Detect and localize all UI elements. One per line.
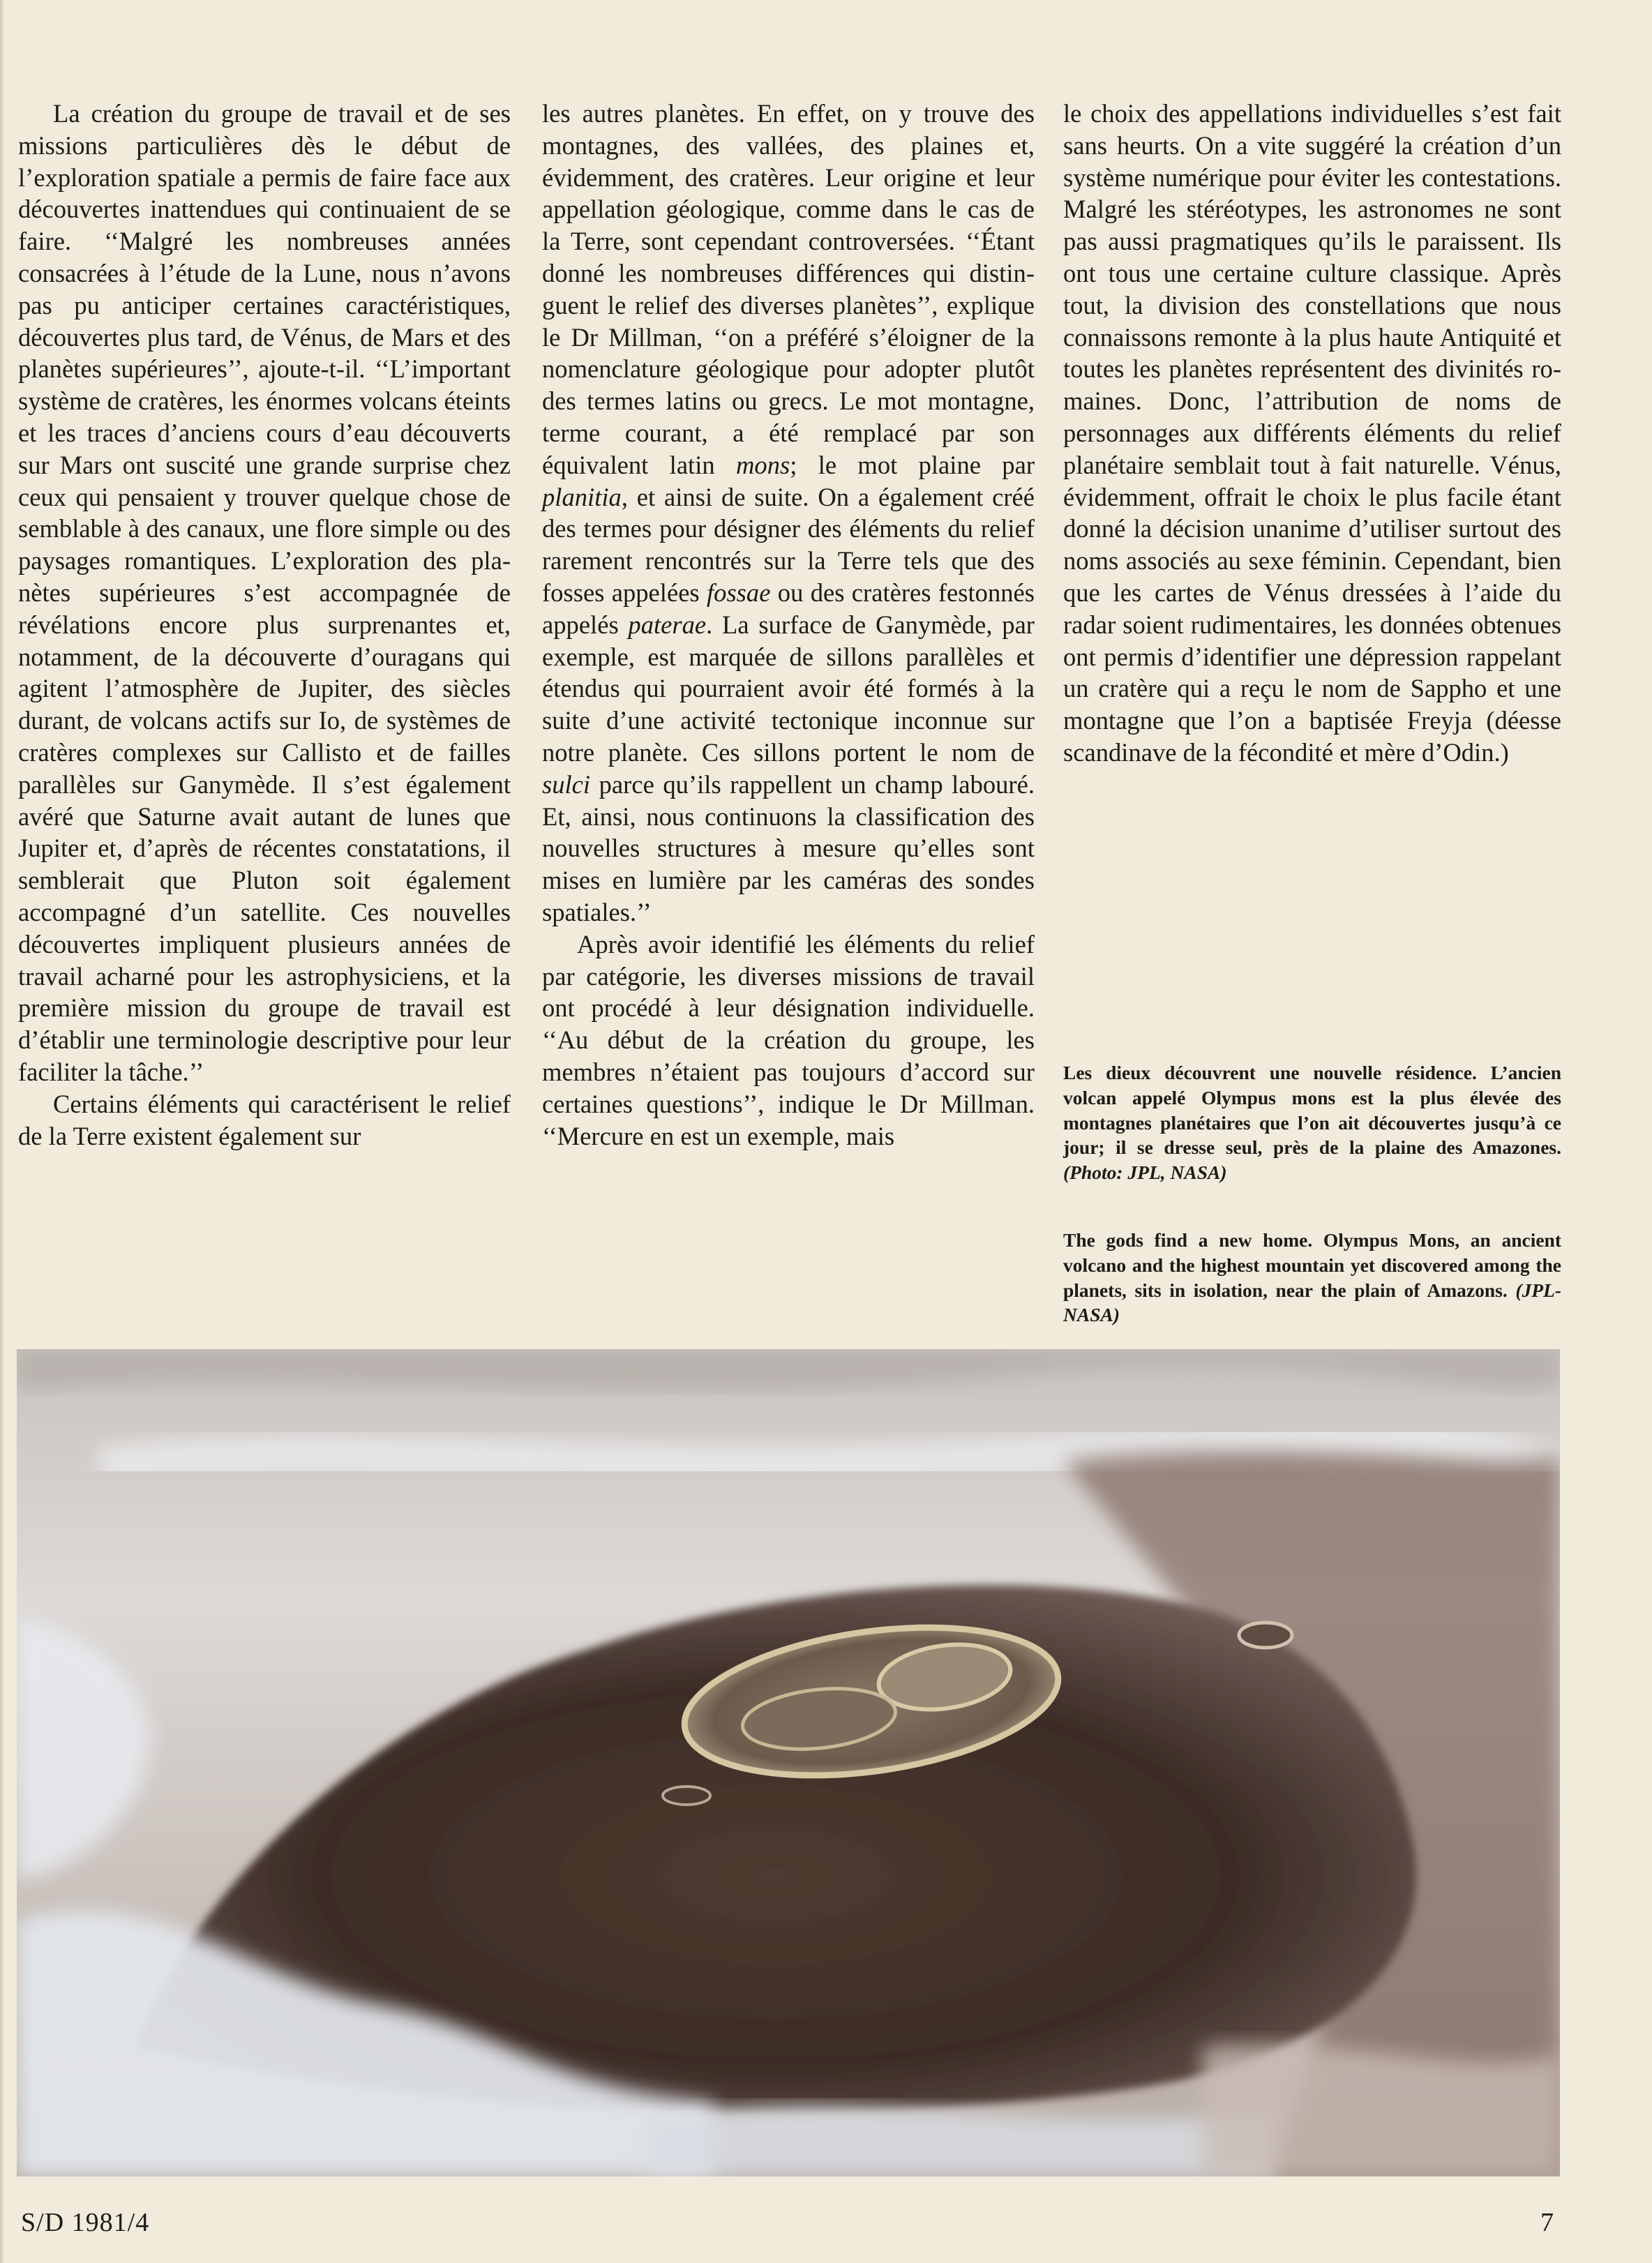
text-run: ; le mot plaine par (790, 450, 1035, 479)
page-number: 7 (1540, 2208, 1554, 2237)
paragraph: le choix des appellations individuelles s’est fait sans heurts. On a vite suggéré la création d’un système numérique pour éviter les contestations. Malgré les stéréotypes, les astronomes ne sont pas aussi pragmatiques qu’ils le paraissent. Ils ont tous une certaine culture classique. Après tout, la division des constellations que nous connaissons remonte à la plus haute Antiquité et toutes les planètes représentent des divinités romaines. Donc, l’attribution de noms de personnages aux différents éléments du relief planétaire semblait tout à fait naturelle. Vénus, évidemment, offrait le choix le plus facile étant donné la décision unanime d’utiliser surtout des noms associés au sexe féminin. Cependant, bien que les cartes de Vénus dressées à l’aide du radar soient rudimentaires, les données obtenues ont permis d’identifier une dépression rappelant un cratère qui a reçu le nom de Sappho et une montagne que l’on a baptisée Freyja (déesse scandinave de la fécondité et mère d’Odin.) (1063, 99, 1561, 767)
paragraph (542, 98, 1035, 928)
text-run: . La surface de Ganymède, par exemple, est marquée de sillons parallèles et étendus qui pourraient avoir été formés à la suite d’une activité tectonique inconnue sur notre planète. Ces sillons portent le nom de (542, 610, 1035, 767)
text-run: parce qu’ils rappellent un champ labouré. Et, ainsi, nous continuons la classification des nouvelles structures à mesure qu’elles sont mises en lumière par les caméras des sondes spatiales.’’ (542, 769, 1035, 926)
latin-term-planitia: planitia (542, 482, 622, 511)
caption-text: The gods find a new home. Olympus Mons, an ancient volcano and the highest mountain yet discovered among the planets, sits in isolation, near the plain of Amazons. (1063, 1229, 1561, 1301)
folio: S/D 1981/4 (21, 2208, 150, 2237)
latin-term-paterae: paterae (628, 610, 707, 639)
latin-term-fossae: fossae (707, 578, 771, 607)
text-column-2 (542, 98, 1035, 1152)
page-gutter-edge (0, 0, 4, 2263)
photo-caption-french (1063, 1060, 1561, 1185)
paragraph: Après avoir identifié les éléments du relief par catégorie, les diverses missions de travail ont procédé à leur désignation individuelle. ‘‘Au début de la création du groupe, les membres n’étaient pas toujours d’accord sur certaines questions’’, indique le Dr Millman. ‘‘Mercure en est un exemple, mais (542, 929, 1035, 1150)
text-run: les autres planètes. En effet, on y trouve des montagnes, des vallées, des plaines et, évidemment, des cratères. Leur origine et leur appellation géologique, comme dans le cas de la Terre, sont cependant controversées. ‘‘Étant donné les nombreuses différences qui distinguent le relief des diverses planètes’’, explique le Dr Millman, ‘‘on a préféré s’éloigner de la nomenclature géologique pour adopter plutôt des termes latins ou grecs. Le mot montagne, terme courant, a été remplacé par son équivalent latin (542, 99, 1035, 479)
text-column-1 (18, 98, 511, 1152)
text-column-3 (1063, 98, 1561, 769)
text-run: , et ainsi de suite. On a également créé des termes pour désigner des éléments du relief rarement rencontrés sur la Terre tels que des fosses appelées (542, 482, 1035, 607)
caption-text: Les dieux découvrent une nouvelle résidence. L’ancien volcan appelé Olympus mons est la plus élevée des montagnes planétaires que l’on ait découvertes jusqu’à ce jour; il se dresse seul, près de la plaine des Amazones. (1063, 1062, 1561, 1159)
latin-term-sulci: sulci (542, 769, 591, 799)
photo-caption-english (1063, 1228, 1561, 1328)
latin-term-mons: mons (735, 450, 790, 479)
olympus-mons-photo (17, 1349, 1560, 2176)
photo-credit: (Photo: JPL, NASA) (1063, 1161, 1227, 1184)
photo-credit: (JPL-NASA) (1063, 1279, 1561, 1326)
paragraph: Certains éléments qui caractérisent le relief de la Terre existent également sur (18, 1089, 511, 1150)
text-run: ou des cratères festonnés appelés (542, 578, 1035, 639)
paragraph: La création du groupe de travail et de ses missions particulières dès le début de l’exploration spatiale a permis de faire face aux découvertes inattendues qui continuaient de se faire. ‘‘Malgré les nombreuses années consacrées à l’étude de la Lune, nous n’avons pas pu anticiper certaines caractéristiques, découvertes plus tard, de Vénus, de Mars et des planètes supérieures’’, ajoute-t-il. ‘‘L’important système de cratères, les énormes volcans éteints et les traces d’anciens cours d’eau découverts sur Mars ont suscité une grande surprise chez ceux qui pensaient y trouver quelque chose de semblable à des canaux, une flore simple ou des paysages romantiques. L’exploration des planètes supérieures s’est accompagnée de révélations encore plus surprenantes et, notamment, de la découverte d’ouragans qui agitent l’atmosphère de Jupiter, des siècles durant, de volcans actifs sur Io, de systèmes de cratères complexes sur Callisto et de failles parallèles sur Ganymède. Il s’est également avéré que Saturne avait autant de lunes que Jupiter et, d’après de récentes constatations, il semblerait que Pluton soit également accompagné d’un satellite. Ces nouvelles découvertes impliquent plusieurs années de travail acharné pour les astrophysiciens, et la première mission du groupe de travail est d’établir une terminologie descriptive pour leur faciliter la tâche.’’ (18, 99, 511, 1086)
